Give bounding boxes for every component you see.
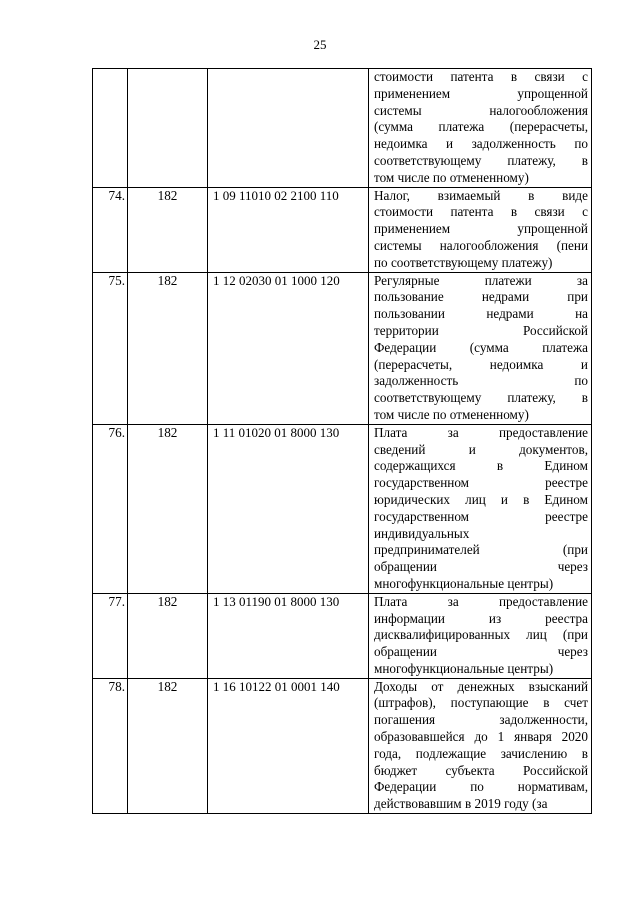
revenue-description: [369, 593, 592, 678]
description-line: погашения задолженности,: [374, 712, 588, 728]
description-line: действовавшим в 2019 году (за: [374, 796, 548, 812]
row-number: 78.: [93, 678, 128, 813]
administrator-code: 182: [128, 272, 208, 424]
description-line: государственном реестре: [374, 475, 588, 491]
administrator-code: 182: [128, 593, 208, 678]
budget-classification-code: 1 13 01190 01 8000 130: [208, 593, 369, 678]
row-number: 74.: [93, 187, 128, 272]
description-line: информации из реестра: [374, 610, 588, 626]
description-line: применением упрощенной: [374, 221, 588, 237]
budget-classification-code: 1 09 11010 02 2100 110: [208, 187, 369, 272]
row-number: [93, 69, 128, 188]
description-line: обращении через: [374, 644, 588, 660]
description-line: территории Российской: [374, 322, 588, 338]
table-row: [93, 593, 592, 678]
budget-classification-code: [208, 69, 369, 188]
description-line: обращении через: [374, 559, 588, 575]
revenue-description: [369, 69, 592, 188]
description-line: пользование недрами при: [374, 289, 588, 305]
description-line: предпринимателей (при: [374, 542, 588, 558]
row-number: 77.: [93, 593, 128, 678]
description-line: многофункциональные центры): [374, 575, 554, 591]
table-row: [93, 678, 592, 813]
revenue-description: [369, 187, 592, 272]
description-line: стоимости патента в связи с: [374, 69, 588, 84]
description-line: Плата за предоставление: [374, 593, 588, 609]
description-line: многофункциональные центры): [374, 660, 554, 676]
page-number: 25: [313, 37, 327, 52]
description-line: системы налогообложения: [374, 102, 588, 118]
description-line: (штрафов), поступающие в счет: [374, 695, 588, 711]
description-line: Регулярные платежи за: [374, 272, 588, 288]
row-number: 75.: [93, 272, 128, 424]
description-line: года, подлежащие зачислению в: [374, 745, 588, 761]
description-line: стоимости патента в связи с: [374, 204, 588, 220]
description-line: дисквалифицированных лиц (при: [374, 627, 588, 643]
description-line: недоимка и задолженность по: [374, 136, 588, 152]
table-body: [93, 69, 592, 814]
budget-classification-code: 1 16 10122 01 0001 140: [208, 678, 369, 813]
description-line: Федерации (сумма платежа: [374, 339, 588, 355]
administrator-code: 182: [128, 424, 208, 593]
budget-classification-code: 1 11 01020 01 8000 130: [208, 424, 369, 593]
description-line: (перерасчеты, недоимка и: [374, 356, 588, 372]
table-row: [93, 272, 592, 424]
description-line: том числе по отмененному): [374, 169, 529, 185]
description-line: пользовании недрами на: [374, 306, 588, 322]
table-row: [93, 424, 592, 593]
description-line: индивидуальных: [374, 525, 470, 541]
administrator-code: [128, 69, 208, 188]
revenue-description: [369, 272, 592, 424]
description-line: Плата за предоставление: [374, 424, 588, 440]
budget-classification-code: 1 12 02030 01 1000 120: [208, 272, 369, 424]
description-line: соответствующему платежу, в: [374, 390, 588, 406]
revenue-description: [369, 678, 592, 813]
row-number: 76.: [93, 424, 128, 593]
administrator-code: 182: [128, 187, 208, 272]
description-line: системы налогообложения (пени: [374, 237, 588, 253]
description-line: применением упрощенной: [374, 85, 588, 101]
description-line: по соответствующему платежу): [374, 254, 553, 270]
description-line: государственном реестре: [374, 508, 588, 524]
description-line: Налог, взимаемый в виде: [374, 187, 588, 203]
description-line: содержащихся в Едином: [374, 458, 588, 474]
description-line: том числе по отмененному): [374, 406, 529, 422]
description-line: задолженность по: [374, 373, 588, 389]
revenue-description: [369, 424, 592, 593]
revenue-codes-table: [92, 68, 592, 814]
table-row: [93, 187, 592, 272]
description-line: сведений и документов,: [374, 441, 588, 457]
table-row: [93, 69, 592, 188]
description-line: соответствующему платежу, в: [374, 152, 588, 168]
description-line: Доходы от денежных взысканий: [374, 678, 588, 694]
description-line: (сумма платежа (перерасчеты,: [374, 119, 588, 135]
description-line: юридических лиц и в Едином: [374, 491, 588, 507]
administrator-code: 182: [128, 678, 208, 813]
description-line: образовавшейся до 1 января 2020: [374, 729, 588, 745]
description-line: бюджет субъекта Российской: [374, 762, 588, 778]
description-line: Федерации по нормативам,: [374, 779, 588, 795]
